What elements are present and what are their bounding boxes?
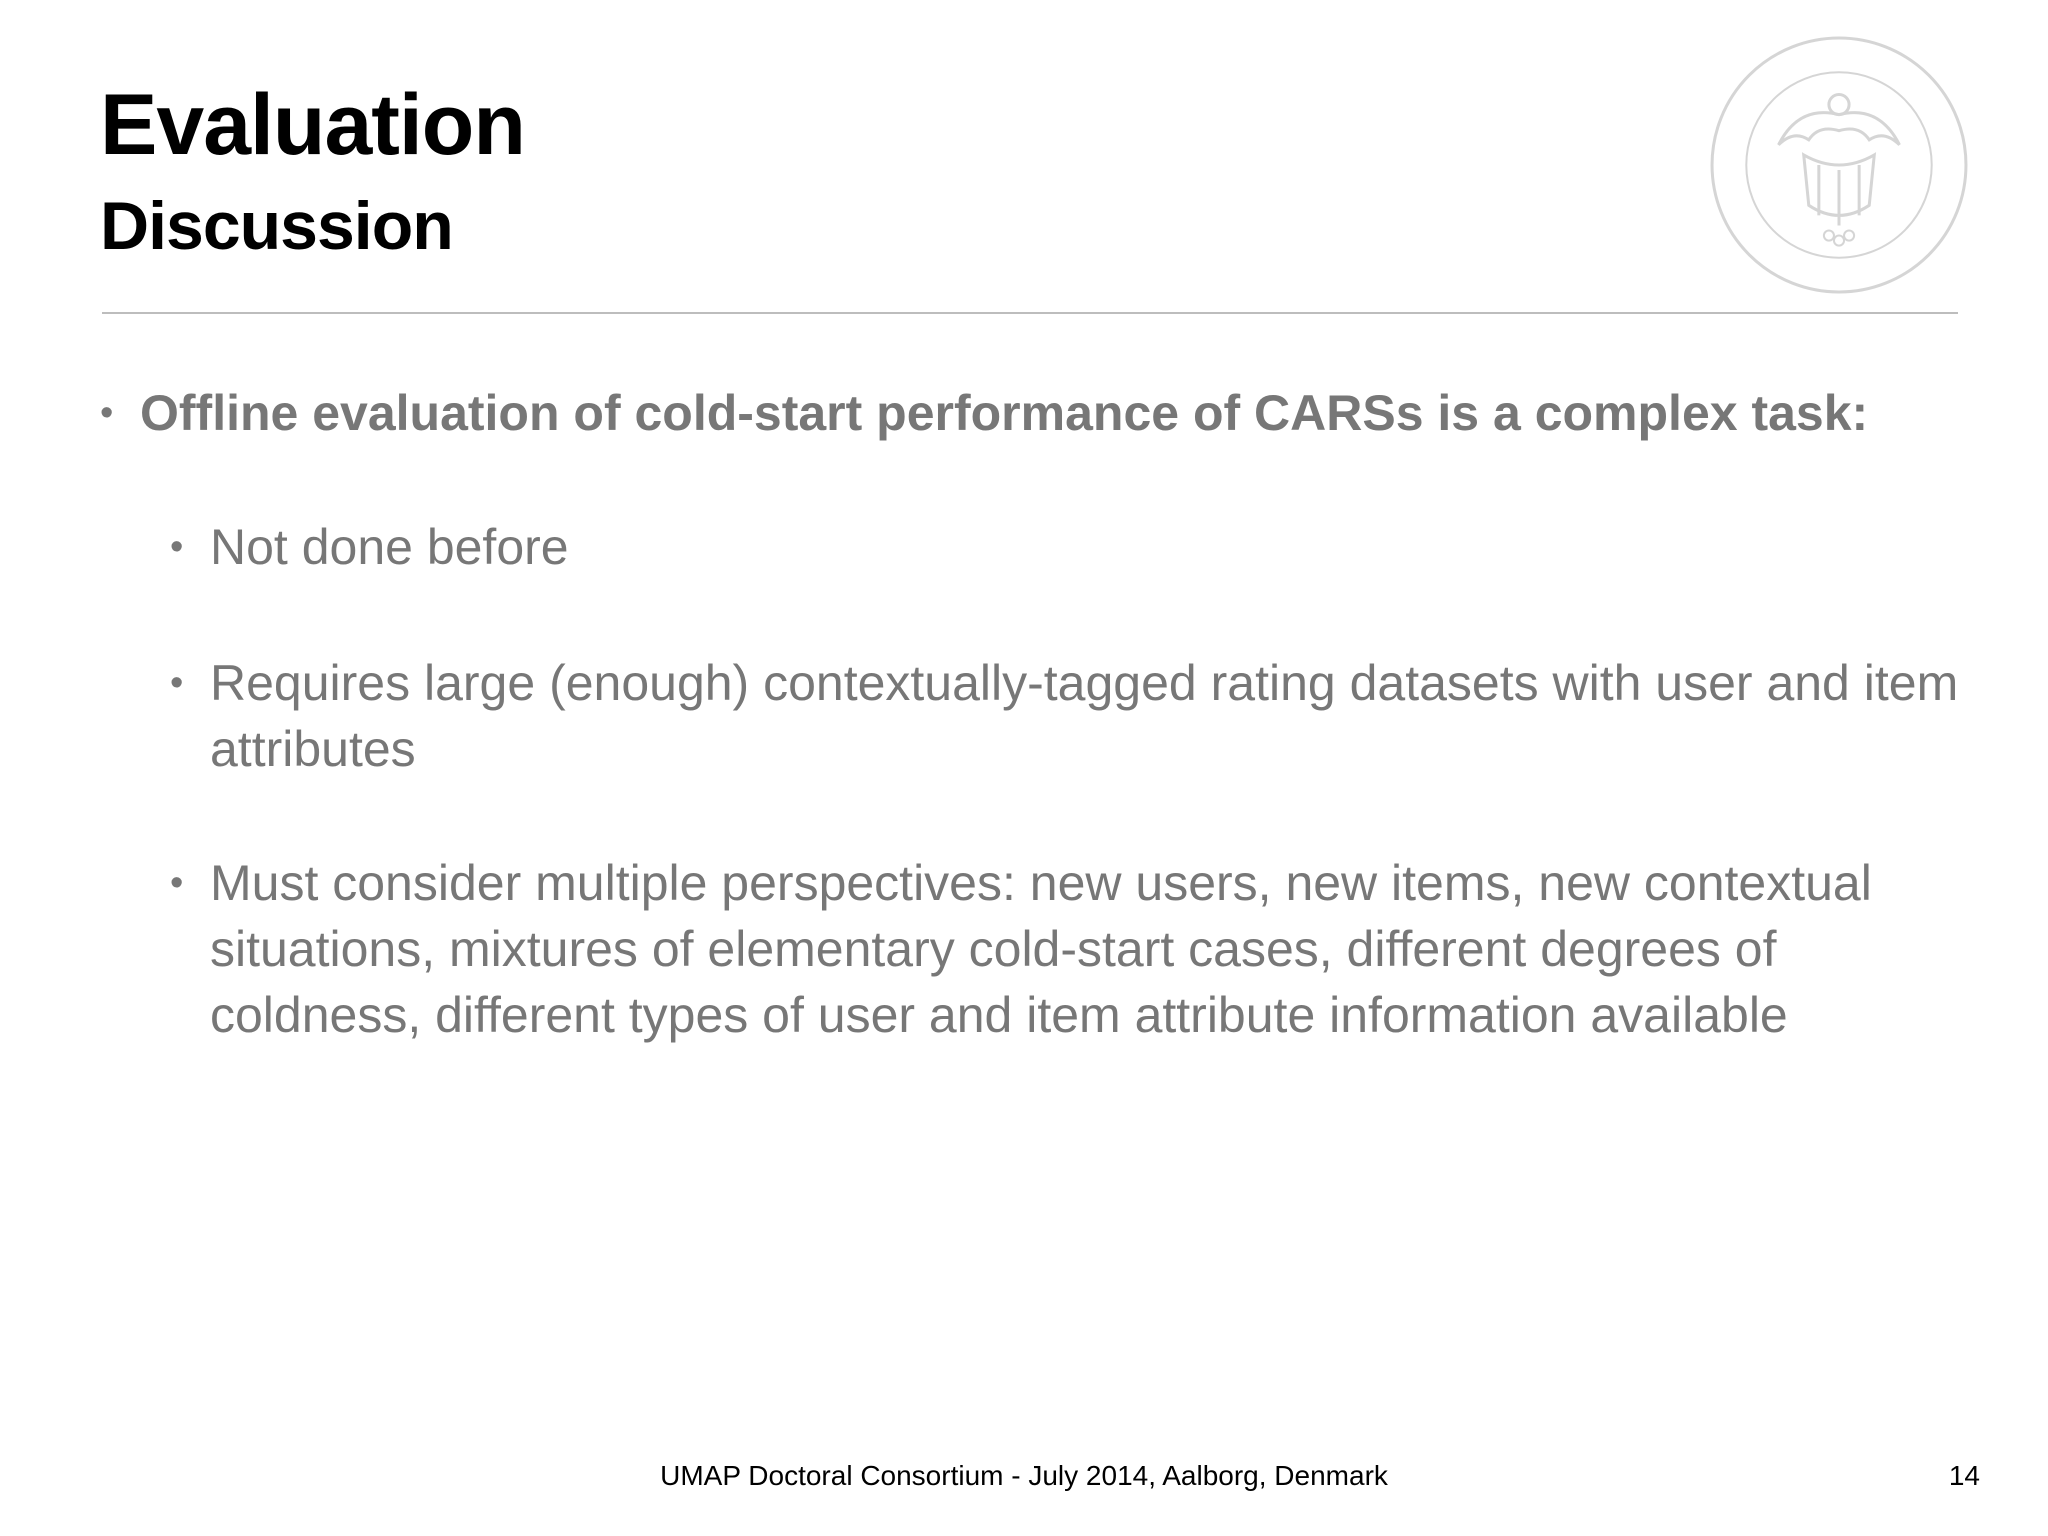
bullet-text: Offline evaluation of cold-start performance of CARSs is a complex task: (140, 385, 1869, 441)
sub-bullet-3 (170, 850, 1960, 1048)
sub-bullet-2 (170, 650, 1960, 782)
sub-bullet-1 (170, 514, 1960, 580)
sub-bullet-text: Must consider multiple perspectives: new users, new items, new contextual situations, mixtures of elementary cold-start cases, different degrees of coldness, different types of user and item attribute information available (210, 855, 1872, 1043)
bullet-dot: • (170, 862, 184, 904)
title-divider (102, 312, 1958, 314)
bullet-dot: • (100, 392, 114, 434)
sub-bullet-text: Requires large (enough) contextually-tagged rating datasets with user and item attributes (210, 655, 1959, 777)
slide-subtitle: Discussion (100, 188, 453, 264)
bullet-main (100, 380, 1960, 446)
sub-bullet-text: Not done before (210, 519, 569, 575)
university-seal-icon (1708, 34, 1970, 296)
bullet-dot: • (170, 526, 184, 568)
page-number: 14 (1948, 1460, 1980, 1491)
slide-footer: UMAP Doctoral Consortium - July 2014, Aalborg, Denmark (660, 1460, 1388, 1491)
slide-title: Evaluation (100, 77, 525, 173)
bullet-dot: • (170, 662, 184, 704)
